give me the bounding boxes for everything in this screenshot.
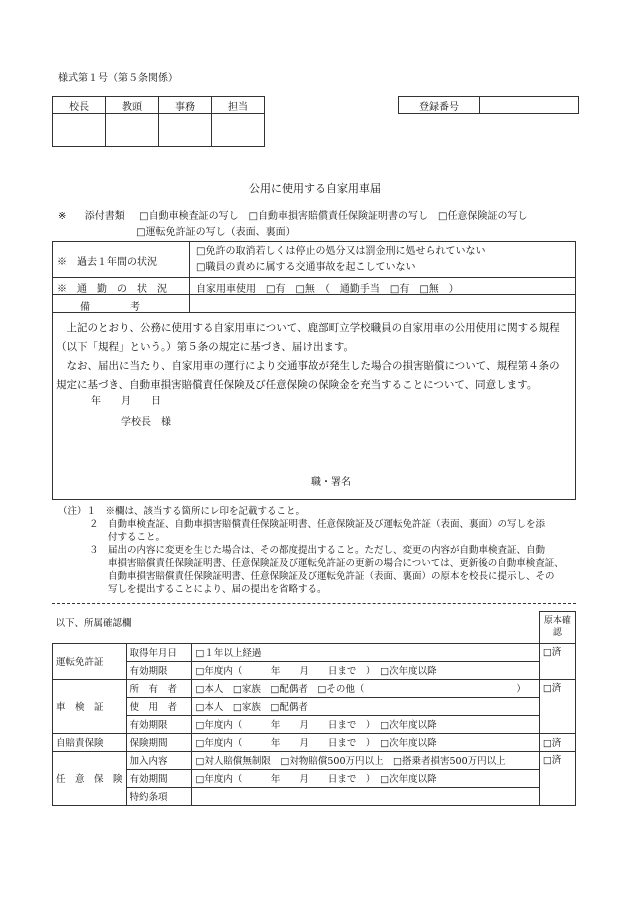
stamp-vice-principal[interactable]	[106, 114, 159, 147]
vehicle-inspection-label: 車 検 証	[53, 679, 127, 733]
status-option-no-accident[interactable]: □職員の責めに属する交通事故を起こしていない	[196, 262, 416, 273]
commute-options[interactable]: 自家用車使用 □有 □無 （ 通勤手当 □有 □無 ）	[196, 284, 459, 295]
special-clause-field[interactable]	[192, 787, 539, 805]
stamp-office[interactable]	[159, 114, 212, 147]
note-3-cont3: 写しを提出することにより、届の提出を省略する。	[108, 584, 327, 595]
coverage-option[interactable]: □対人賠償無制限 □対物賠償500万円以上 □搭乗者損害500万円以上	[192, 751, 539, 769]
form-number: 様式第１号（第５条関係）	[58, 73, 178, 84]
license-acquired-option[interactable]: □１年以上経過	[192, 643, 539, 661]
approval-stamp-table	[52, 96, 265, 147]
header-principal: 校長	[53, 97, 106, 114]
note-3-cont1: 車損害賠償責任保険証明書、任意保険証及び運転免許証の更新の場合については、更新後の自動車検査証、	[108, 558, 564, 569]
cali-label: 自賠責保険	[53, 733, 127, 751]
voluntary-check[interactable]: □済	[539, 751, 575, 805]
cali-period-label: 保険期間	[126, 733, 192, 751]
attachments-line2[interactable]: □運転免許証の写し（表面、裏面）	[136, 227, 296, 238]
principal-addressee: 学校長 様	[121, 417, 171, 428]
note-3-cont2: 自動車損害賠償責任保険証明書、任意保険証及び運転免許証（表面、裏面）の原本を校長に提示し、その	[108, 571, 555, 582]
license-acquired-label: 取得年月日	[126, 643, 192, 661]
coverage-label: 加入内容	[126, 751, 192, 769]
header-staff: 担当	[212, 97, 265, 114]
registration-number-field[interactable]	[480, 97, 579, 114]
stamp-staff[interactable]	[212, 114, 265, 147]
note-1: （注）１ ※欄は、該当する箇所にレ印を記載すること。	[58, 506, 306, 517]
cut-line	[52, 603, 576, 604]
owner-option[interactable]: □本人 □家族 □配偶者 □その他（ ）	[192, 679, 539, 697]
attachments-line1[interactable]: □自動車検査証の写し □自動車損害賠償責任保険証明書の写し □任意保険証の写し	[139, 211, 528, 222]
commute-label: ※ 通 勤 の 状 況	[57, 284, 167, 295]
status-label: ※ 過去１年間の状況	[57, 257, 157, 268]
attachments	[58, 209, 528, 241]
license-expiry-option[interactable]: □年度内（ 年 月 日まで ） □次年度以降	[192, 661, 539, 679]
stamp-principal[interactable]	[53, 114, 106, 147]
date-field[interactable]: 年 月 日	[91, 396, 161, 407]
form-title: 公用に使用する自家用車届	[249, 182, 381, 195]
signature-label: 職・署名	[311, 477, 351, 488]
user-option[interactable]: □本人 □家族 □配偶者	[192, 697, 539, 715]
registration-label: 登録番号	[399, 97, 480, 114]
original-check-header: 原本確認	[539, 612, 575, 644]
note-2: ２ 自動車検査証、自動車損害賠償責任保険証明書、任意保険証及び運転免許証（表面、裏面）の写しを添	[89, 519, 546, 530]
attachments-label: 添付書類	[84, 211, 125, 222]
attachments-mark: ※	[58, 211, 67, 222]
note-3: ３ 届出の内容に変更を生じた場合は、その都度提出すること。ただし、変更の内容が自動車検査証、自動	[89, 545, 546, 556]
vehicle-expiry-label: 有効期限	[126, 715, 192, 733]
voluntary-period-option[interactable]: □年度内（ 年 月 日まで ） □次年度以降	[192, 769, 539, 787]
voluntary-period-label: 有効期間	[126, 769, 192, 787]
declaration-text: 上記のとおり、公務に使用する自家用車について、鹿部町立学校職員の自家用車の公用使用に関する規程（以下「規程」という。）第５条の規定に基づき、届け出ます。 なお、届出に当たり、自家用車の運行により交通事故が発生した場合の損害賠償について、規程第４条の規定に基づき、自動車損害賠償責任保険及び任意保険の保険金を充当することについて、同意します。	[56, 322, 560, 391]
license-check[interactable]: □済	[539, 643, 575, 679]
header-office: 事務	[159, 97, 212, 114]
cali-period-option[interactable]: □年度内（ 年 月 日まで ） □次年度以降	[192, 733, 539, 751]
status-option-no-penalty[interactable]: □免許の取消若しくは停止の処分又は罰金刑に処せられていない	[196, 246, 486, 257]
remarks-field[interactable]	[193, 296, 571, 310]
cali-check[interactable]: □済	[539, 733, 575, 751]
license-expiry-label: 有効期限	[126, 661, 192, 679]
voluntary-insurance-label: 任 意 保 険	[53, 751, 127, 805]
header-vice-principal: 教頭	[106, 97, 159, 114]
vehicle-check[interactable]: □済	[539, 679, 575, 733]
vehicle-expiry-option[interactable]: □年度内（ 年 月 日まで ） □次年度以降	[192, 715, 539, 733]
user-label: 使 用 者	[126, 697, 192, 715]
note-2-cont: 付すること。	[108, 532, 166, 543]
notes	[58, 505, 564, 596]
remarks-label: 備 考	[80, 302, 140, 313]
registration-table	[398, 96, 579, 114]
confirmation-title: 以下、所属確認欄	[53, 612, 540, 644]
confirmation-table	[52, 611, 576, 806]
special-clause-label: 特約条項	[126, 787, 192, 805]
license-label: 運転免許証	[53, 643, 127, 679]
owner-label: 所 有 者	[126, 679, 192, 697]
declaration-box	[52, 241, 576, 500]
